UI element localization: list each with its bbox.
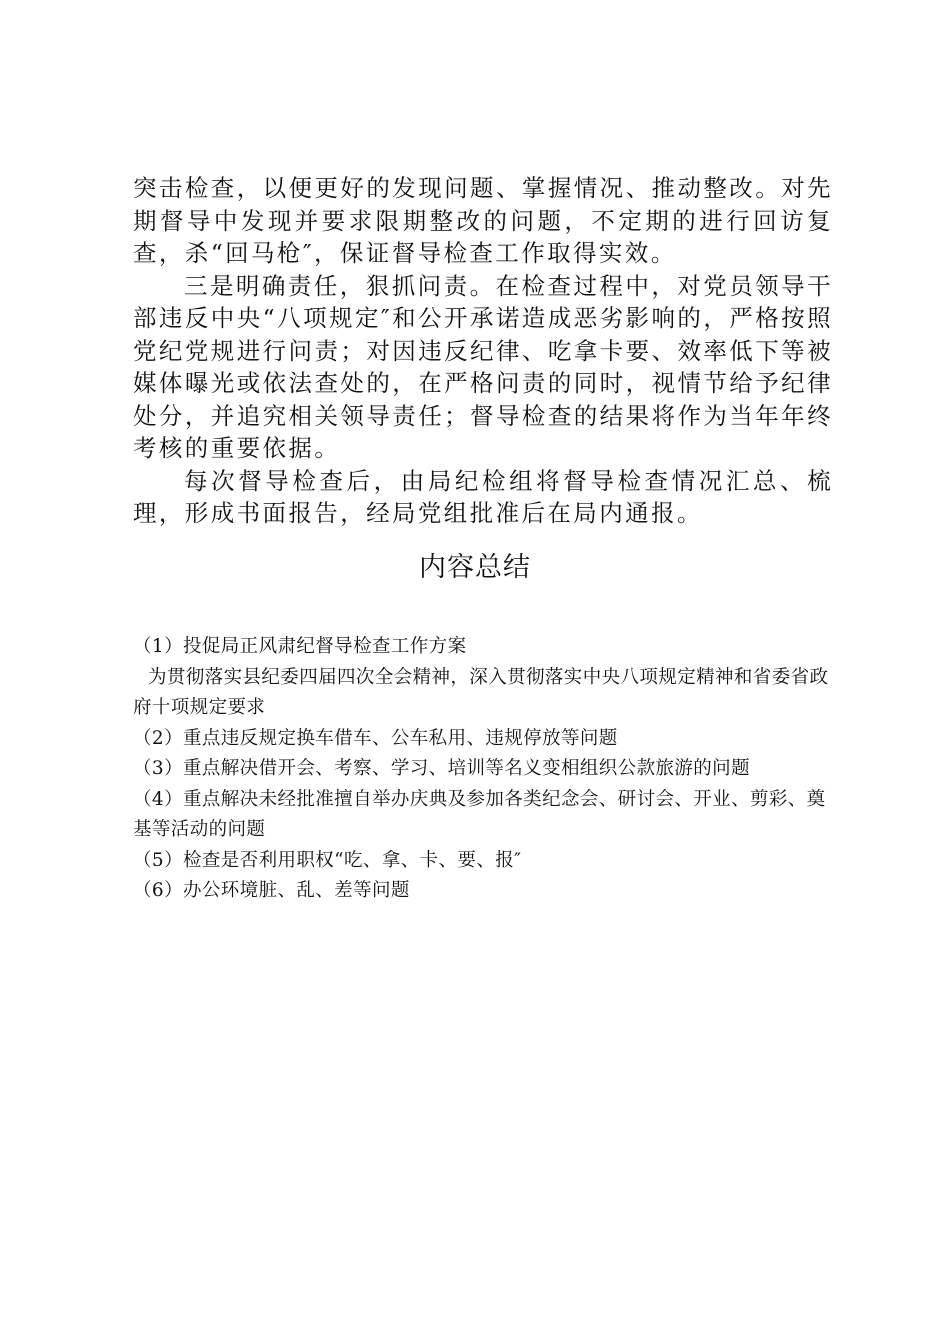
summary-heading: 内容总结 [419, 552, 531, 583]
summary-item: 为贯彻落实县纪委四届四次全会精神，深入贯彻落实中央八项规定精神和省委省政府十项规定要求 [133, 666, 829, 718]
summary-item: （5）检查是否利用职权“吃、拿、卡、要、报″ [133, 849, 522, 871]
summary-item: （3）重点解决借开会、考察、学习、培训等名义变相组织公款旅游的问题 [133, 758, 750, 779]
summary-item: （4）重点解决未经批准擅自举办庆典及参加各类纪念会、研讨会、开业、剪彩、奠基等活动的问题 [133, 788, 826, 840]
summary-item: （2）重点违反规定换车借车、公车私用、违规停放等问题 [133, 727, 618, 749]
summary-list [133, 632, 833, 907]
summary-item: （1）投促局正风肃纪督导检查工作方案 [133, 636, 467, 657]
document-body [133, 172, 833, 530]
paragraph-accountability: 三是明确责任，狠抓问责。在检查过程中，对党员领导干部违反中央“八项规定″和公开承诺造成恶劣影响的，严格按照党纪党规进行问责；对因违反纪律、吃拿卡要、效率低下等被媒体曝光或依法查处的，在严格问责的同时，视情节给予纪律处分，并追究相关领导责任；督导检查的结果将作为当年年终考核的重要依据。 [133, 271, 833, 462]
summary-item: （6）办公环境脏、乱、差等问题 [133, 880, 410, 901]
paragraph-continuation: 突击检查，以便更好的发现问题、掌握情况、推动整改。对先期督导中发现并要求限期整改的问题，不定期的进行回访复查，杀“回马枪″，保证督导检查工作取得实效。 [133, 174, 833, 267]
paragraph-report: 每次督导检查后，由局纪检组将督导检查情况汇总、梳理，形成书面报告，经局党组批准后在局内通报。 [133, 466, 833, 527]
